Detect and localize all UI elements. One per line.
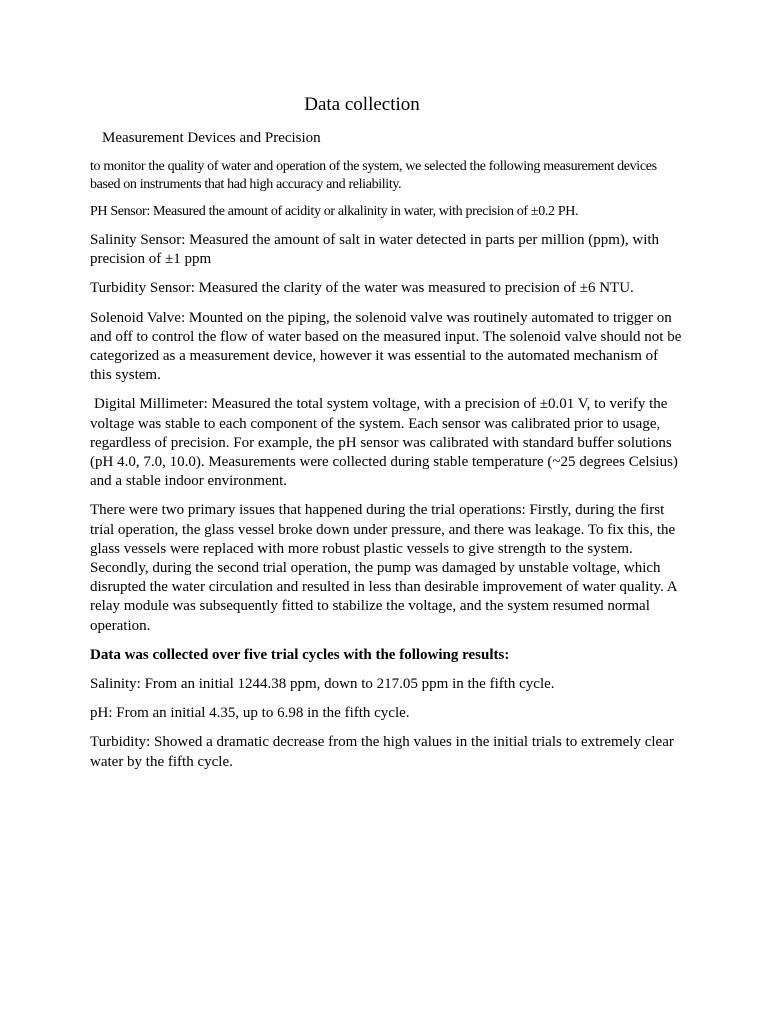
ph-sensor-paragraph: PH Sensor: Measured the amount of acidity or alkalinity in water, with precision of ±0.2 PH. [90,204,579,219]
ph-result-paragraph: pH: From an initial 4.35, up to 6.98 in the fifth cycle. [90,705,410,722]
salinity-sensor-paragraph: Salinity Sensor: Measured the amount of salt in water detected in parts per million (ppm), with precision of ±1 ppm [90,232,660,268]
digital-millimeter-paragraph: Digital Millimeter: Measured the total system voltage, with a precision of ±0.01 V, to verify the voltage was stable to each component of the system. Each sensor was calibrated prior to usage, regardless of precision. For example, the pH sensor was calibrated with standard buffer solutions (pH 4.0, 7.0, 10.0). Measurements were collected during stable temperature (~25 degrees Celsius) and a stable indoor environment. [90,396,678,490]
trial-issues-paragraph: There were two primary issues that happened during the trial operations: Firstly, during the first trial operation, the glass vessel broke down under pressure, and there was leakage. To fix this, the glass vessels were replaced with more robust plastic vessels to give strength to the system. Secondly, during the second trial operation, the pump was damaged by unstable voltage, which disrupted the water circulation and resulted in less than desirable improvement of water quality. A relay module was subsequently fitted to stabilize the voltage, and the system resumed normal operation. [90,502,677,634]
section-subtitle: Measurement Devices and Precision [102,130,321,146]
document-body [90,158,682,772]
results-heading: Data was collected over five trial cycles with the following results: [90,646,510,663]
page-title: Data collection [304,94,420,115]
turbidity-result-paragraph: Turbidity: Showed a dramatic decrease from the high values in the initial trials to extremely clear water by the fifth cycle. [90,734,674,770]
intro-paragraph: to monitor the quality of water and operation of the system, we selected the following measurement devices based on instruments that had high accuracy and reliability. [90,159,657,192]
salinity-result-paragraph: Salinity: From an initial 1244.38 ppm, down to 217.05 ppm in the fifth cycle. [90,676,555,693]
solenoid-valve-paragraph: Solenoid Valve: Mounted on the piping, the solenoid valve was routinely automated to trigger on and off to control the flow of water based on the measured input. The solenoid valve should not be categorized as a measurement device, however it was essential to the automated mechanism of this system. [90,309,682,384]
turbidity-sensor-paragraph: Turbidity Sensor: Measured the clarity of the water was measured to precision of ±6 NTU. [90,280,634,297]
